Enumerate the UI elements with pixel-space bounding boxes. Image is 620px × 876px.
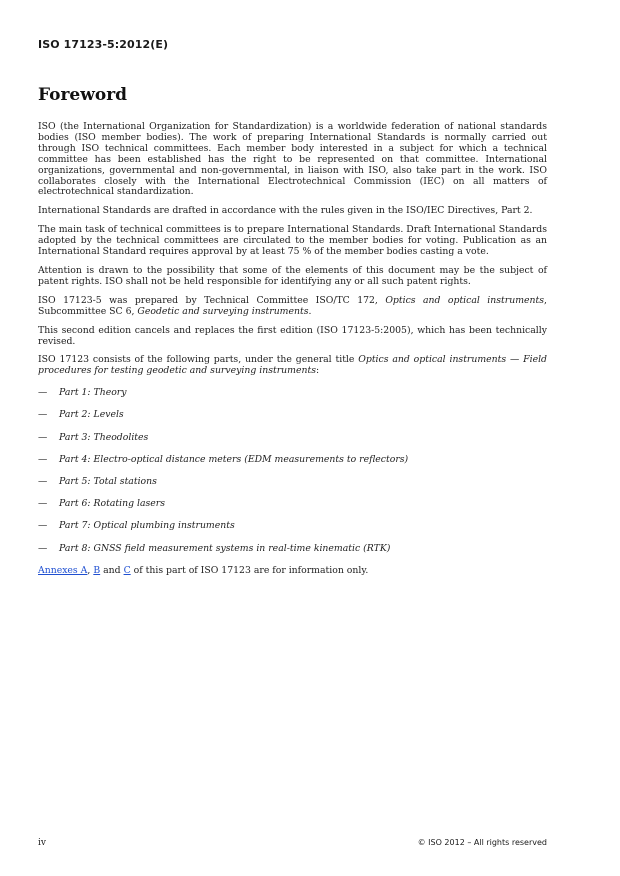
period: . bbox=[308, 305, 312, 317]
dash-marker: — bbox=[38, 520, 48, 532]
list-item-text: Part 8: GNSS field measurement systems in real-time kinematic (RTK) bbox=[59, 542, 391, 554]
annex-c-link[interactable]: C bbox=[123, 564, 131, 576]
list-item-text: Part 2: Levels bbox=[59, 409, 124, 421]
subcommittee-title: Geodetic and surveying instruments bbox=[137, 305, 309, 317]
paragraph-patent-rights: Attention is drawn to the possibility that some of the elements of this document may be the subject of patent rights. ISO shall not be held responsible for identifying any or all such patent rights. bbox=[38, 264, 547, 287]
list-item-text: Part 4: Electro-optical distance meters (EDM measurements to reflectors) bbox=[59, 453, 409, 465]
document-page bbox=[38, 0, 547, 876]
list-item bbox=[38, 477, 547, 488]
document-id-header: ISO 17123-5:2012(E) bbox=[38, 38, 169, 51]
dash-marker: — bbox=[38, 542, 48, 554]
annex-separator: , bbox=[87, 564, 94, 576]
dash-marker: — bbox=[38, 498, 48, 510]
parts-intro-text: ISO 17123 consists of the following parts, under the general title bbox=[38, 354, 359, 366]
paragraph-directives: International Standards are drafted in accordance with the rules given in the ISO/IEC Directives, Part 2. bbox=[38, 205, 533, 217]
list-item bbox=[38, 521, 547, 532]
page-footer bbox=[38, 838, 547, 848]
list-item bbox=[38, 433, 547, 444]
general-title: Optics and optical instruments — Field procedures for testing geodetic and surveying instruments bbox=[38, 354, 547, 377]
committee-title: Optics and optical instruments bbox=[385, 294, 545, 306]
annex-a-link[interactable]: Annexes A bbox=[38, 564, 88, 576]
colon: : bbox=[315, 365, 320, 377]
list-item bbox=[38, 455, 547, 466]
list-item bbox=[38, 499, 547, 510]
paragraph-annex-note bbox=[38, 566, 547, 577]
paragraph-prepared-by bbox=[38, 296, 547, 318]
subcommittee-text: , Subcommittee SC 6, bbox=[38, 294, 547, 317]
dash-marker: — bbox=[38, 431, 48, 443]
paragraph-committee-task: The main task of technical committees is to prepare International Standards. Draft International Standards adopted by the technical committees are circulated to the member bodies for voting. Publication as an International Standard requires approval by at least 75 % of the member bodies casting a vote. bbox=[38, 224, 547, 258]
annex-b-link[interactable]: B bbox=[93, 564, 101, 576]
dash-marker: — bbox=[38, 387, 48, 399]
list-item-text: Part 5: Total stations bbox=[59, 475, 157, 487]
parts-list bbox=[38, 388, 547, 554]
page-title: Foreword bbox=[38, 85, 128, 105]
dash-marker: — bbox=[38, 409, 48, 421]
list-item-text: Part 1: Theory bbox=[59, 387, 127, 399]
dash-marker: — bbox=[38, 453, 48, 465]
paragraph-parts-intro bbox=[38, 355, 547, 377]
list-item-text: Part 7: Optical plumbing instruments bbox=[59, 520, 235, 532]
list-item-text: Part 6: Rotating lasers bbox=[59, 498, 166, 510]
list-item bbox=[38, 544, 547, 555]
paragraph-edition: This second edition cancels and replaces the first edition (ISO 17123-5:2005), which has been technically revised. bbox=[38, 324, 547, 347]
list-item bbox=[38, 410, 547, 421]
page-number: iv bbox=[38, 838, 46, 848]
annex-note-text: of this part of ISO 17123 are for information only. bbox=[130, 564, 369, 576]
annex-and: and bbox=[100, 564, 124, 576]
foreword-body bbox=[38, 122, 547, 585]
prepared-by-text: ISO 17123-5 was prepared by Technical Committee ISO/TC 172, bbox=[38, 294, 386, 306]
list-item-text: Part 3: Theodolites bbox=[59, 431, 149, 443]
paragraph-iso-intro: ISO (the International Organization for Standardization) is a worldwide federation of national standards bodies (ISO member bodies). The work of preparing International Standards is normally carried out through ISO technical committees. Each member body interested in a subject for which a technical committee has been established has the right to be represented on that committee. International organizations, governmental and non-governmental, in liaison with ISO, also take part in the work. ISO collaborates closely with the International Electrotechnical Commission (IEC) on all matters of electrotechnical standardization. bbox=[38, 121, 547, 198]
list-item bbox=[38, 388, 547, 399]
dash-marker: — bbox=[38, 475, 48, 487]
copyright-notice: © ISO 2012 – All rights reserved bbox=[417, 838, 547, 847]
